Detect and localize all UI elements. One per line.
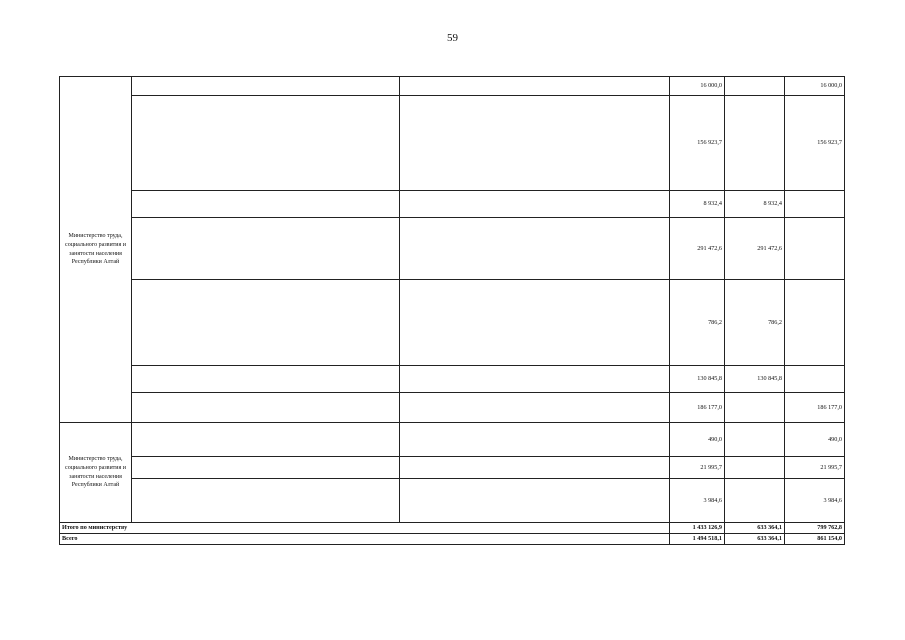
amount-total: 786,2	[670, 280, 725, 366]
grand-total-col2: 633 364,1	[725, 534, 785, 545]
amount-col2	[725, 479, 785, 523]
amount-col2	[725, 393, 785, 423]
grand-total-col3: 861 154,0	[785, 534, 845, 545]
table-row	[60, 366, 845, 393]
amount-col2: 786,2	[725, 280, 785, 366]
amount-total: 3 984,6	[670, 479, 725, 523]
measure-cell	[132, 393, 400, 423]
law-cell	[400, 457, 670, 479]
amount-total: 130 845,8	[670, 366, 725, 393]
amount-col2: 291 472,6	[725, 218, 785, 280]
ministry-total-col2: 633 364,1	[725, 523, 785, 534]
table-row	[60, 218, 845, 280]
page-number: 59	[447, 32, 458, 44]
amount-col3: 490,0	[785, 423, 845, 457]
table-row	[60, 280, 845, 366]
grand-total-label: Всего	[60, 534, 670, 545]
law-cell	[400, 479, 670, 523]
grand-total-amount: 1 494 518,1	[670, 534, 725, 545]
table-row	[60, 479, 845, 523]
measure-cell	[132, 423, 400, 457]
amount-col2: 130 845,8	[725, 366, 785, 393]
amount-col2: 8 932,4	[725, 191, 785, 218]
amount-total: 156 923,7	[670, 96, 725, 191]
budget-table	[59, 76, 845, 545]
law-cell	[400, 366, 670, 393]
law-cell	[400, 191, 670, 218]
measure-cell	[132, 191, 400, 218]
amount-col3	[785, 280, 845, 366]
law-cell	[400, 423, 670, 457]
amount-total: 490,0	[670, 423, 725, 457]
measure-cell	[132, 457, 400, 479]
table-row	[60, 423, 845, 457]
measure-cell	[132, 96, 400, 191]
amount-col3	[785, 218, 845, 280]
ministry-total-label: Итого по министерству	[60, 523, 670, 534]
amount-col3: 3 984,6	[785, 479, 845, 523]
amount-col3: 156 923,7	[785, 96, 845, 191]
ministry-name: Министерство труда, социального развития и занятости населения Республики Алтай	[60, 77, 132, 423]
amount-total: 291 472,6	[670, 218, 725, 280]
amount-col3: 16 000,0	[785, 77, 845, 96]
measure-cell	[132, 479, 400, 523]
amount-col2	[725, 457, 785, 479]
amount-col2	[725, 77, 785, 96]
law-cell	[400, 280, 670, 366]
amount-total: 21 995,7	[670, 457, 725, 479]
table-row	[60, 77, 845, 96]
amount-col3: 186 177,0	[785, 393, 845, 423]
amount-col3: 21 995,7	[785, 457, 845, 479]
table-row	[60, 457, 845, 479]
measure-cell	[132, 218, 400, 280]
law-cell	[400, 96, 670, 191]
measure-cell	[132, 280, 400, 366]
law-cell	[400, 393, 670, 423]
ministry-name: Министерство труда, социального развития и занятости населения Республики Алтай	[60, 423, 132, 523]
ministry-total-amount: 1 433 126,9	[670, 523, 725, 534]
amount-col3	[785, 191, 845, 218]
table-row	[60, 393, 845, 423]
law-cell	[400, 77, 670, 96]
ministry-total-row	[60, 523, 845, 534]
measure-cell	[132, 77, 400, 96]
amount-col2	[725, 96, 785, 191]
amount-col3	[785, 366, 845, 393]
table-row	[60, 191, 845, 218]
ministry-total-col3: 799 762,8	[785, 523, 845, 534]
measure-cell	[132, 366, 400, 393]
amount-total: 186 177,0	[670, 393, 725, 423]
grand-total-row	[60, 534, 845, 545]
amount-total: 16 000,0	[670, 77, 725, 96]
amount-col2	[725, 423, 785, 457]
table-row	[60, 96, 845, 191]
law-cell	[400, 218, 670, 280]
amount-total: 8 932,4	[670, 191, 725, 218]
